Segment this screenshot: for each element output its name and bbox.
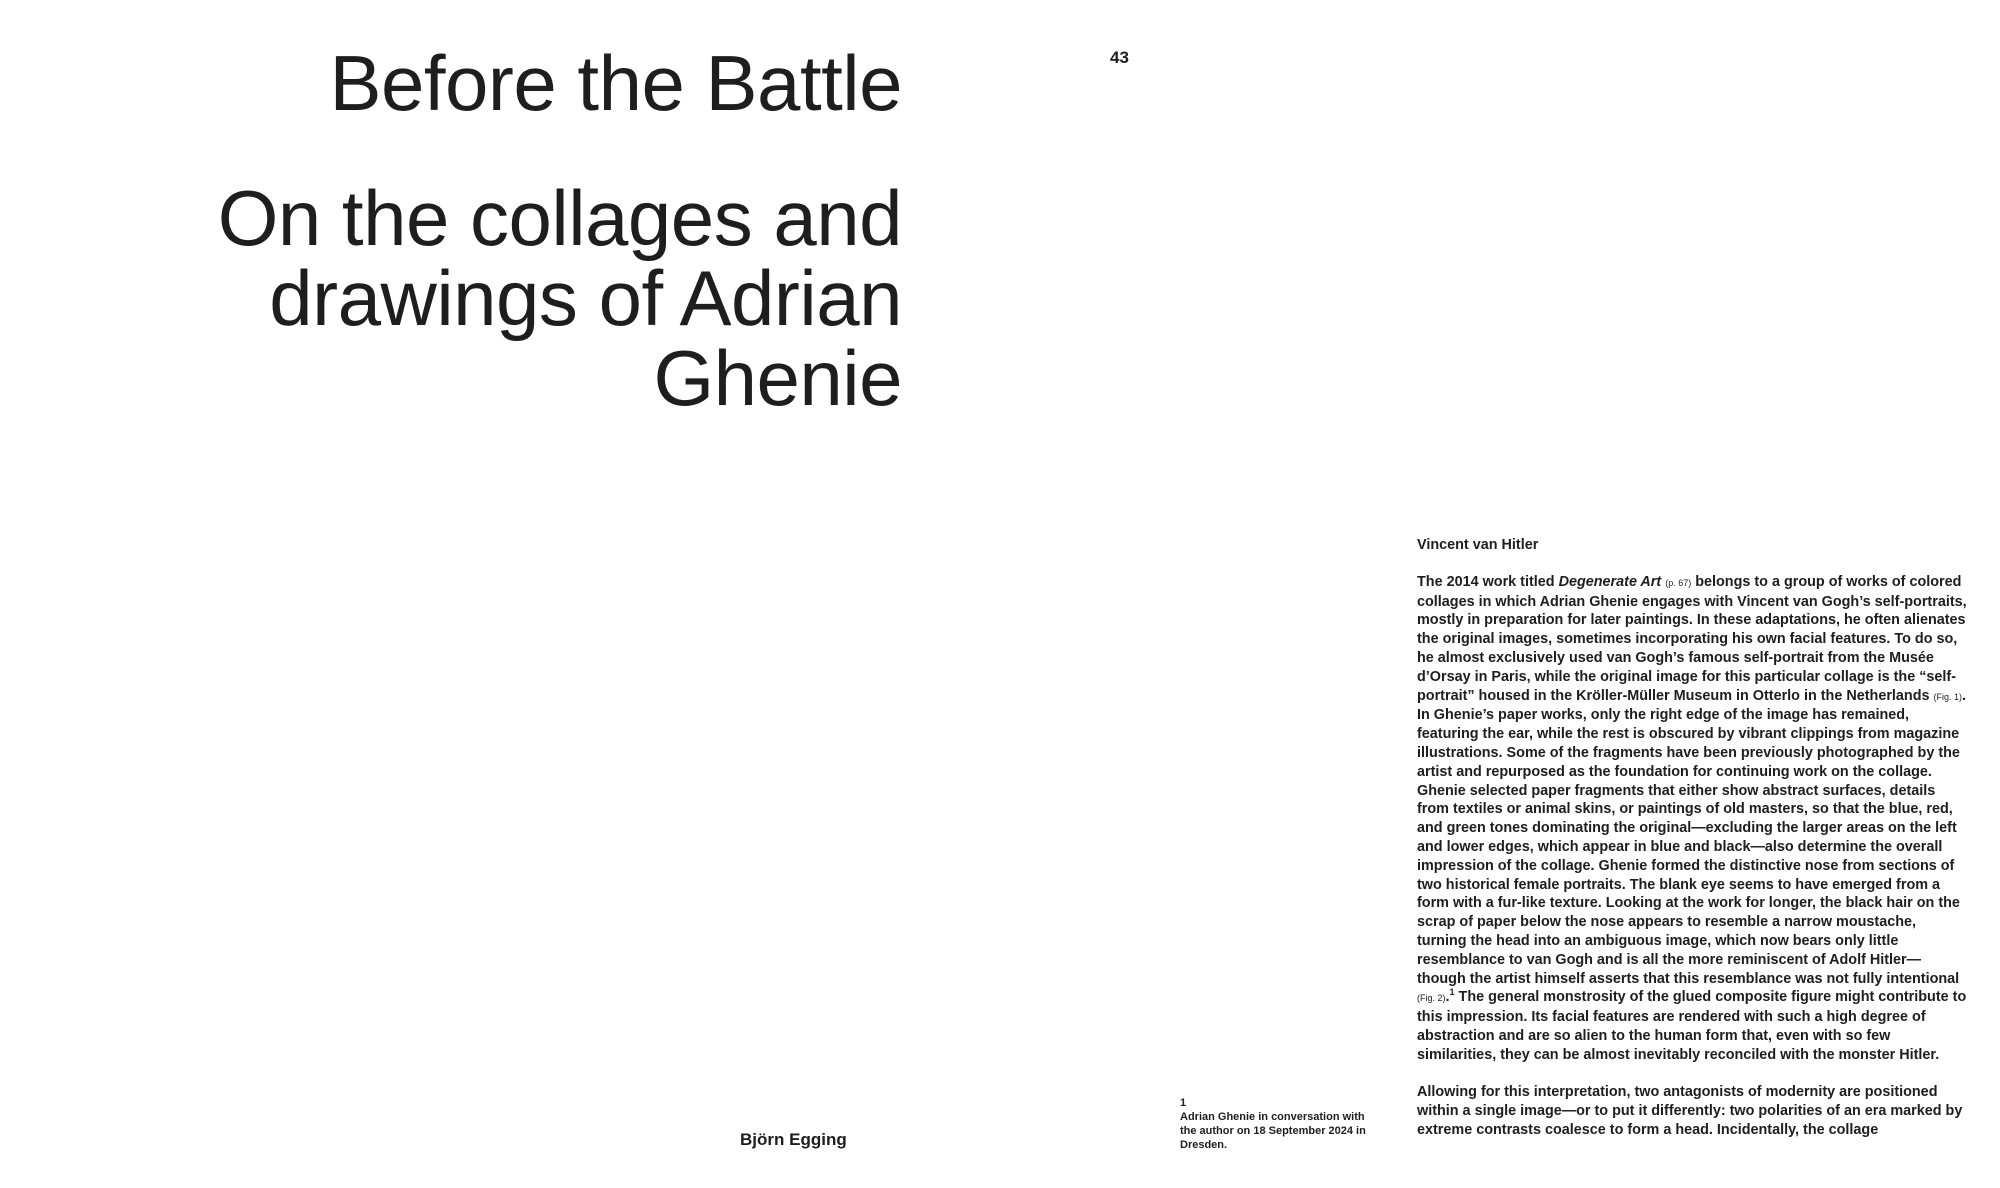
- paragraph-text: belongs to a group of works of colored collages in which Adrian Ghenie engages with Vincent van Gogh’s self-portraits, mostly in preparation for later paintings. In these adaptations, he often alienates the original images, sometimes incorporating his own facial features. To do so, he almost exclusively used van Gogh’s famous self-portrait from the Musée d’Orsay in Paris, while the original image for this particular collage is the “self-portrait” housed in the Kröller-Müller Museum in Otterlo in the Netherlands: [1417, 573, 1967, 704]
- figure-reference: (Fig. 1): [1933, 691, 1963, 702]
- page-number: 43: [1110, 48, 1129, 67]
- footnote-text: Adrian Ghenie in conversation with the author on 18 September 2024 in Dresden.: [1180, 1111, 1366, 1151]
- paragraph-text: .: [1445, 989, 1450, 1006]
- author-name: Björn Egging: [740, 1130, 847, 1149]
- page-title: Before the Battle: [329, 39, 902, 127]
- footnote-number: 1: [1180, 1097, 1187, 1109]
- paragraph-text: The general monstrosity of the glued composite figure might contribute to this impression. Its facial features are rendered with such a high degree of abstraction and are so alien to the human form that, even with so few similarities, they can be almost inevitably reconciled with the monster Hitler.: [1417, 989, 1967, 1063]
- paragraph: Allowing for this interpretation, two antagonists of modernity are positioned within a single image—or to put it differently: two polarities of an era marked by extreme contrasts coalesce to form a head. Incidentally, the collage: [1417, 1084, 1963, 1138]
- page-subtitle: On the collages and drawings of Adrian Ghenie: [217, 174, 902, 422]
- paragraph: [1417, 573, 1969, 1065]
- footnote-marker: 1: [1449, 987, 1455, 998]
- paragraph-text: The 2014 work titled: [1417, 573, 1559, 590]
- footnote: [1180, 1096, 1380, 1152]
- essay-body: [1417, 536, 1969, 1159]
- figure-reference: (Fig. 2): [1417, 993, 1446, 1004]
- section-heading: Vincent van Hitler: [1417, 537, 1539, 553]
- artwork-title: Degenerate Art: [1558, 573, 1662, 590]
- page-reference: (p. 67): [1665, 577, 1692, 588]
- paragraph-text: . In Ghenie’s paper works, only the right edge of the image has remained, featuring the ear, while the rest is obscured by vibrant clippings from magazine illustrations. Some of the fragments have been previously photographed by the artist and repurposed as the foundation for continuing work on the collage. Ghenie selected paper fragments that either show abstract surfaces, details from textiles or animal skins, or paintings of old masters, so that the blue, red, and green tones dominating the original—excluding the larger areas on the left and lower edges, which appear in blue and black—also determine the overall impression of the collage. Ghenie formed the distinctive nose from sections of two historical female portraits. The blank eye seems to have emerged from a form with a fur-like texture. Looking at the work for longer, the black hair on the scrap of paper below the nose appears to resemble a narrow moustache, turning the head into an ambiguous image, which now bears only little resemblance to van Gogh and is all the more reminiscent of Adolf Hitler—though the artist himself asserts that this resemblance was not fully intentional: [1417, 687, 1967, 987]
